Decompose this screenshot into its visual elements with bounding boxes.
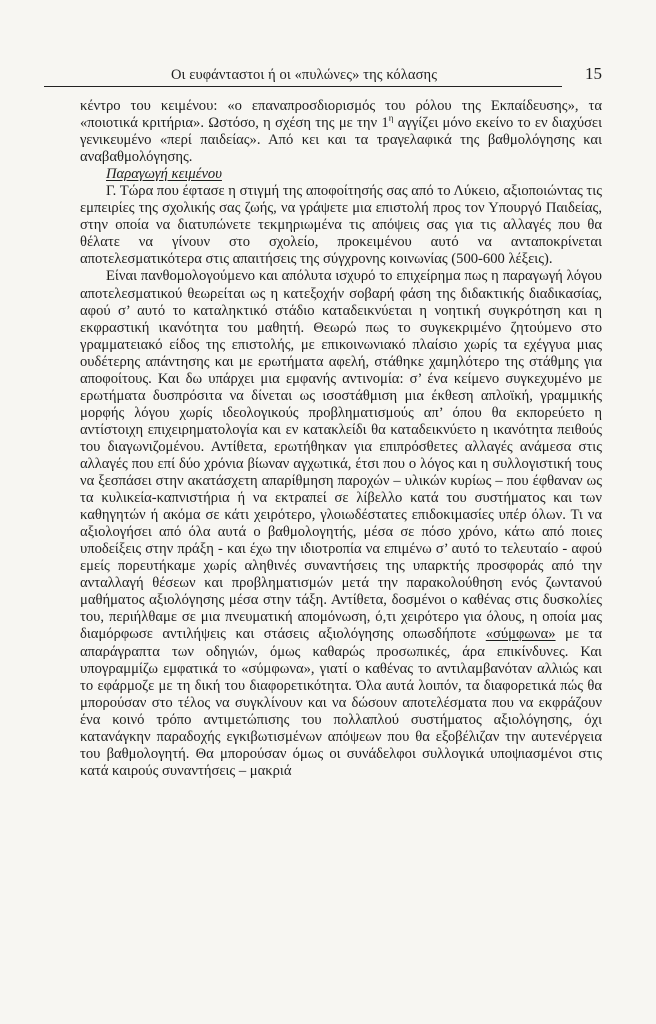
header-rule [44,86,562,87]
paragraph-commentary [80,268,602,779]
body-text [80,98,602,780]
paragraph-1-part-a: κέντρο του κειμένου: «ο επαναπροσδιορισμός του ρόλου της Εκπαίδευσης», τα «ποιοτικά κριτήρια». Ωστόσο, η σχέση της με την 1 [80,98,602,132]
paragraph-1-part-b: αγγίζει μόνο εκείνο το εν διαχύσει γενικευμένο «περί παιδείας». Από κει και τα τραγελαφικά της βαθμολόγησης και αναβαθμολόγησης. [80,115,602,166]
paragraph-task-prompt: Γ. Τώρα που έφτασε η στιγμή της αποφοίτησής σας από το Λύκειο, αξιοποιώντας τις εμπειρίες της σχολικής σας ζωής, να γράψετε μια επιστολή προς τον Υπουργό Παιδείας, στην οποία να διατυπώνετε τεκμηριωμένα τις απόψεις σας για τις αλλαγές που θα θέλατε να γίνουν στο σχολείο, προκειμένου αυτό να ανταποκρίνεται αποτελεσματικότερα στις απαιτήσεις της σύγχρονης κοινωνίας (500-600 λέξεις). [80,183,602,268]
running-title: Οι ευφάνταστοι ή οι «πυλώνες» της κόλασης [170,67,438,83]
paragraph-3-part-b: με τα απαράγραπτα των οδηγιών, όμως καθαρώς προσωπικές, άρα επικίνδυνες. Και υπογραμμίζω εμφατικά το «σύμφωνα», γιατί ο καθένας το αντιλαμβανόταν αλλιώς και το εφάρμοζε με τη δική του διαφορετικότητα. Όλα αυτά λοιπόν, τα διαφορετικά πώς θα μπορούσαν στο τέλος να συγκλίνουν και να δώσουν αποτελέσματα που να εκφράζουν ένα κοινό τρόπο αντιμετώπισης του πολλαπλού συστήματος αξιολόγησης, όχι κατανάγκην παραδοχής εγκιβωτισμένων απόψεων που θα εξοβέλιζαν την αυτενέργεια του βαθμολογητή. Θα μπορούσαν όμως οι συνάδελφοι συλλογικά υποψιασμένοι στις κατά καιρούς συναντήσεις – μακριά [80,626,603,779]
section-heading: Παραγωγή κειμένου [106,166,222,183]
page-number: 15 [585,64,602,83]
running-header [44,66,602,86]
paragraph-3-part-a: Είναι πανθομολογούμενο και απόλυτα ισχυρό το επιχείρημα πως η παραγωγή λόγου αποτελεσματικού θεωρείται ως η κατεξοχήν σοβαρή φάση της διδακτικής διαδικασίας, αφού σ’ αυτό το καταληκτικό στάδιο καταδεικνύεται η νοητική συγκρότηση και η εκφραστική ικανότητα του μαθητή. Θεωρώ πως το συγκεκριμένο ζητούμενο στο γραμματειακό είδος της επιστολής, με επικοινωνιακό πλαίσιο χωρίς τα εχέγγυα μιας ουδέτερης απάντησης και με ερωτήματα αφελή, στάθηκε χαμηλότερο της στάθμης για αποφοίτους. Και δω υπάρχει μια εμφανής αντινομία: σ’ ένα κείμενο συγκεχυμένο με ερωτήματα δυσπρόσιτα να δίνεται ως ισοστάθμιση μια έκθεση απλοϊκή, γραμμικής μορφής λόγου χωρίς ιδεολογικούς προβληματισμούς απ’ όπου θα εκπορεύετο η αντίστοιχη επιχειρηματολογία και εν κατακλείδι θα καταδεικνύετο η ικανότητα πειθούς του διαγωνιζομένου. Αντίθετα, ερωτήθηκαν για επιπρόσθετες αλλαγές ανάμεσα στις αλλαγές που επί δύο χρόνια βίωναν αγχωτικά, έτσι που ο λόγος και η συλλογιστική τους να ξεσπάσει στην ακατάσχετη απαρίθμηση παροχών – υλικών κυρίως – που έφθαναν ως τα κυλικεία-καπνιστήρια ή να εκτραπεί σε λίβελλο κατά του συστήματος και των καθηγητών ή ακόμα σε κάτι χειρότερο, γλοιωδέστατες επιδοκιμασίες υπέρ όλων. Τι να αξιολογήσει από όλα αυτά ο βαθμολογητής, μέσα σε πόσο χρόνο, κάτω από ποιες υποδείξεις στην πράξη - και έχω την ιδιοτροπία να επιμένω σ’ αυτό το τελευταίο - αφού εμείς πορευτήκαμε χωρίς αληθινές συναντήσεις της υπαρκτής προσφοράς από την ανταλλαγή θέσεων και προβληματισμών μετά την παρακολούθηση ενός ζωντανού μαθήματος αξιολόγησης μέσα στην τάξη. Αντίθετα, δοσμένοι ο καθένας στις δυσκολίες του, περιήλθαμε σε μια πνευματική απομόνωση, ό,τι χειρότερο για όλους, η οποία μας διαμόρφωσε αντιλήψεις και στάσεις αξιολόγησης οπωσδήποτε [80,268,602,643]
underlined-term: «σύμφωνα» [485,626,556,643]
paragraph-continuation [80,98,602,166]
ordinal-superscript: η [388,113,394,124]
